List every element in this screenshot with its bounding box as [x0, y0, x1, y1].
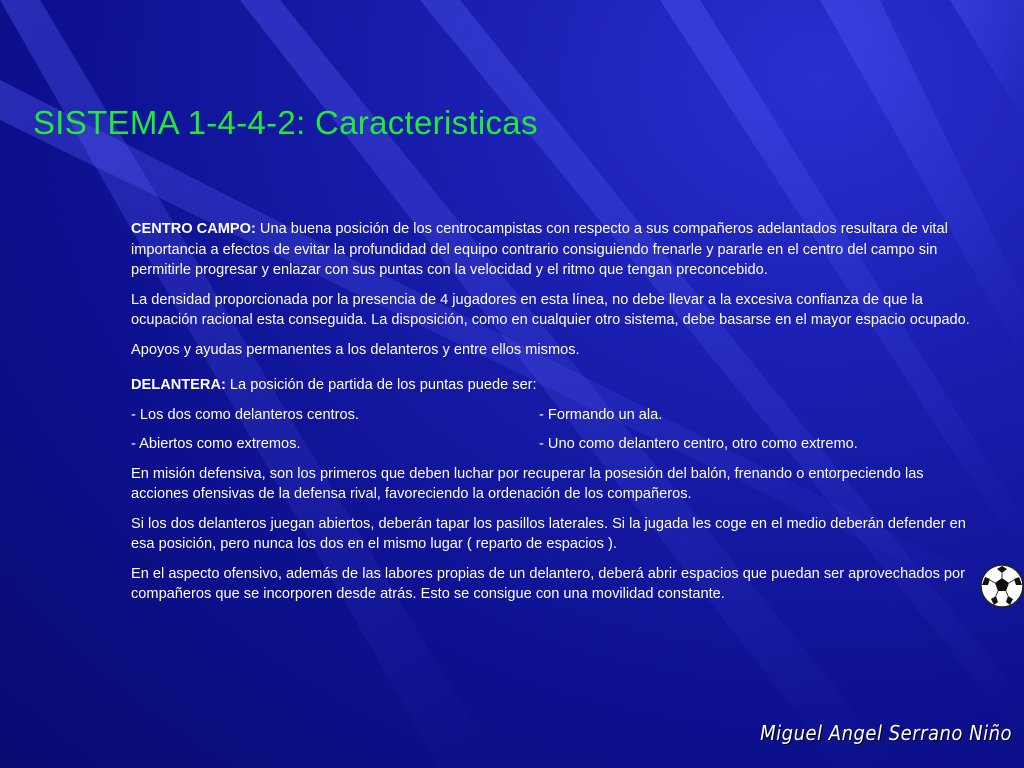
delantera-label: DELANTERA: [131, 377, 226, 393]
slide-body [131, 219, 976, 614]
centro-campo-label: CENTRO CAMPO: [131, 221, 256, 237]
slide-title: SISTEMA 1-4-4-2: Caracteristicas [33, 104, 538, 141]
delantera-options-row [131, 434, 976, 455]
delantera-text: La posición de partida de los puntas puede ser: [225, 377, 537, 393]
delantera-option: - Los dos como delanteros centros. [131, 406, 359, 423]
delantera-option: - Formando un ala. [539, 406, 663, 423]
delantera-paragraph-2: En misión defensiva, son los primeros que deben luchar por recuperar la posesión del balón, frenando o entorpeciendo las acciones ofensivas de la defensa rival, favoreciendo la ordenación de los compañeros. [131, 465, 924, 502]
delantera-paragraph-3: Si los dos delanteros juegan abiertos, deberán tapar los pasillos laterales. Si la jugada les coge en el medio deberán defender en esa posición, pero nunca los dos en el mismo lugar ( reparto de espacios ). [131, 515, 966, 552]
soccer-ball-icon [979, 563, 1024, 609]
delantera-paragraph [131, 375, 976, 396]
centro-campo-paragraph [131, 219, 976, 281]
delantera-option: - Uno como delantero centro, otro como extremo. [539, 436, 858, 452]
delantera-options-row [131, 405, 976, 426]
centro-campo-paragraph-2: La densidad proporcionada por la presencia de 4 jugadores en esta línea, no debe llevar a la excesiva confianza de que la ocupación racional esta conseguida. La disposición, como en cualquier otro sistema, debe basarse en el mayor espacio ocupado. [131, 291, 970, 328]
centro-campo-paragraph-3: Apoyos y ayudas permanentes a los delanteros y entre ellos mismos. [131, 341, 580, 358]
delantera-option: - Abiertos como extremos. [131, 436, 301, 452]
centro-campo-text: Una buena posición de los centrocampistas con respecto a sus compañeros adelantados resultara de vital importancia a efectos de evitar la profundidad del equipo contrario consiguiendo frenarle y pararle en el centro del campo sin permitirle progresar y enlazar con sus puntas con la velocidad y el ritmo que tengan preconcebido. [131, 221, 948, 278]
author-signature: Miguel Angel Serrano Niño [760, 721, 1012, 745]
delantera-paragraph-4: En el aspecto ofensivo, además de las labores propias de un delantero, deberá abrir espacios que puedan ser aprovechados por compañeros que se incorporen desde atrás. Esto se consigue con una movilidad constante. [131, 565, 966, 602]
